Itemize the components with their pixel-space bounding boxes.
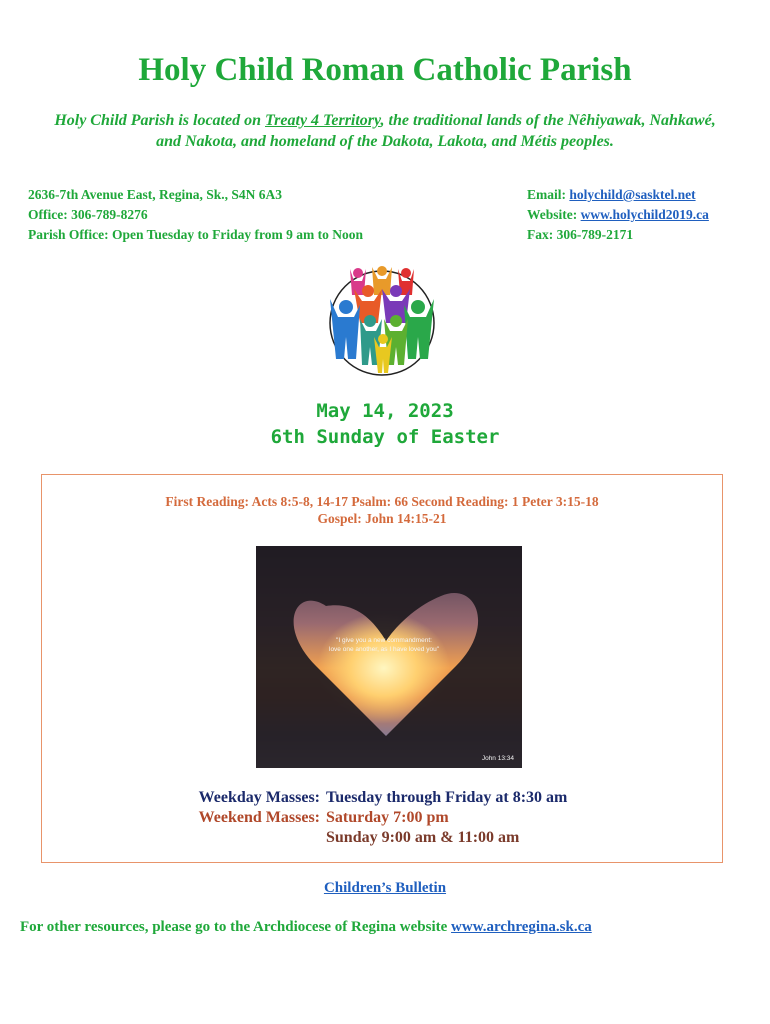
- weekday-value: Tuesday through Friday at 8:30 am: [326, 789, 568, 806]
- sunday-row: [172, 828, 567, 848]
- weekend-row: [172, 808, 567, 828]
- website-line: [527, 205, 709, 225]
- parish-logo: [324, 261, 440, 391]
- weekday-row: [172, 788, 567, 808]
- website-label: Website:: [527, 207, 581, 222]
- photo-caption-2: love one another, as I have loved you": [329, 646, 439, 653]
- weekend-label: Weekend Masses:: [198, 809, 320, 826]
- bulletin-date: May 14, 2023: [316, 400, 454, 422]
- territory-text-end: , the traditional lands of the Nêhiyawak, Nahkawé, and Nakota, and homeland of the Dakota, Lakota, and Métis peoples.: [156, 112, 716, 150]
- treaty-4-link[interactable]: Treaty 4 Territory: [265, 112, 381, 129]
- contact-left: [28, 185, 363, 245]
- resources-text: For other resources, please go to the Archdiocese of Regina website: [20, 919, 452, 935]
- sunday-value: Sunday 9:00 am & 11:00 am: [326, 829, 520, 846]
- email-link[interactable]: holychild@sasktel.net: [569, 187, 696, 202]
- address: 2636-7th Avenue East, Regina, Sk., S4N 6A3: [28, 187, 283, 202]
- website-link[interactable]: www.holychild2019.ca: [580, 207, 709, 222]
- parish-title: Holy Child Roman Catholic Parish: [138, 52, 632, 88]
- readings-box: [41, 474, 723, 863]
- email-line: [527, 185, 709, 205]
- email-label: Email:: [527, 187, 570, 202]
- photo-reference: John 13:34: [481, 755, 514, 762]
- office-hours: Parish Office: Open Tuesday to Friday from 9 am to Noon: [28, 227, 363, 242]
- contact-right: [527, 185, 709, 245]
- saturday-value: Saturday 7:00 pm: [326, 809, 449, 826]
- resources-line: [20, 919, 592, 936]
- territory-text-start: Holy Child Parish is located on: [54, 112, 265, 129]
- gospel-line: Gospel: John 14:15-21: [317, 511, 447, 526]
- sunday-label-spacer: [172, 828, 320, 848]
- photo-caption-1: "I give you a new commandment:: [336, 637, 432, 644]
- mass-schedule: [172, 788, 567, 848]
- childrens-bulletin-link[interactable]: Children’s Bulletin: [323, 880, 447, 896]
- archdiocese-link[interactable]: www.archregina.sk.ca: [451, 919, 592, 935]
- readings-line-1: First Reading: Acts 8:5-8, 14-17 Psalm: 66 Second Reading: 1 Peter 3:15-18: [165, 494, 599, 509]
- office-phone: Office: 306-789-8276: [28, 207, 148, 222]
- liturgical-occasion: 6th Sunday of Easter: [270, 426, 500, 448]
- territory-acknowledgement: [40, 110, 730, 152]
- fax: Fax: 306-789-2171: [527, 227, 634, 242]
- heart-hands-photo: [256, 546, 522, 768]
- readings: [42, 493, 722, 527]
- date-block: [0, 398, 770, 450]
- weekday-label: Weekday Masses:: [198, 789, 320, 806]
